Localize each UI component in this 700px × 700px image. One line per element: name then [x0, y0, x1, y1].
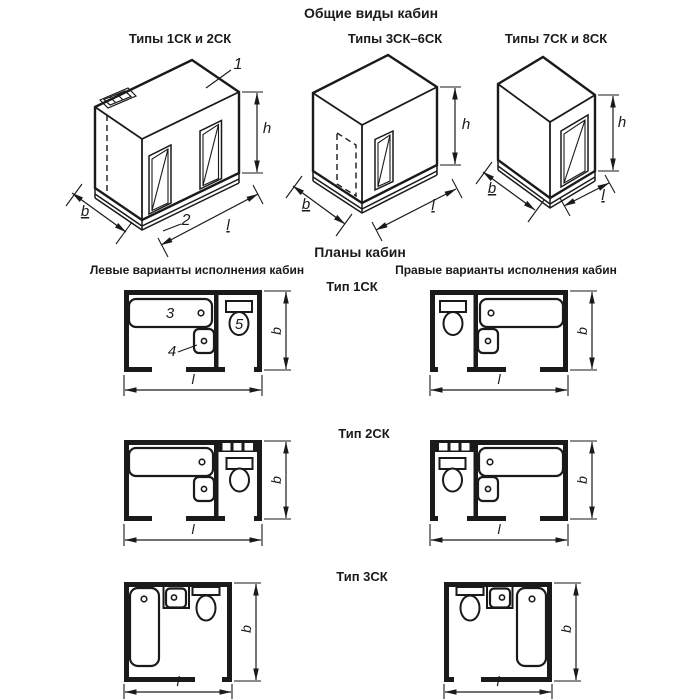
- dim-label-l: l: [191, 521, 195, 537]
- dim-label-b: b: [487, 180, 497, 197]
- dimension-b: [234, 583, 261, 681]
- iso-view-types-3-6: [286, 55, 470, 241]
- plan-3sk-left-room: [124, 582, 232, 682]
- dim-label-l: l: [431, 197, 435, 214]
- roof-edges: [95, 92, 239, 139]
- roof-edges: [313, 87, 437, 125]
- callout-2: [163, 212, 191, 231]
- plan-2sk-right: [430, 440, 597, 546]
- hidden-door-opening: [337, 133, 356, 196]
- callout-5-label: 5: [234, 316, 244, 333]
- type-row-label-3sk: Тип 3СК: [336, 569, 388, 584]
- door-opening: [375, 131, 393, 190]
- dim-label-l: l: [601, 187, 605, 204]
- door-opening: [200, 121, 222, 190]
- dimension-h: [242, 92, 271, 173]
- roof-vent-unit: [100, 88, 136, 108]
- dimension-b: [264, 441, 291, 519]
- dim-label-b: b: [301, 196, 311, 213]
- callout-4-label: 4: [167, 343, 177, 360]
- dimension-l: [124, 371, 262, 396]
- dim-label-l: l: [191, 371, 195, 387]
- dim-label-l: l: [226, 217, 230, 234]
- plan-1sk-right-room: [430, 290, 568, 372]
- dimension-b: [554, 583, 581, 681]
- plans-title: Планы кабин: [314, 244, 406, 260]
- dim-label-b: b: [268, 476, 284, 484]
- dimension-l: [124, 673, 232, 699]
- dim-label-b: b: [574, 476, 590, 484]
- type-row-label-1sk: Тип 1СК: [326, 279, 378, 294]
- plan-3sk-right-room: [444, 582, 552, 682]
- dimension-h: [440, 87, 470, 165]
- door-opening: [149, 145, 171, 214]
- dimension-b: [570, 441, 597, 519]
- dimension-l: [372, 179, 462, 241]
- dimension-b: [66, 184, 132, 244]
- dim-label-l: l: [176, 673, 180, 689]
- dim-label-l: l: [497, 371, 501, 387]
- roof-edges: [498, 84, 595, 122]
- callout-4: [168, 343, 197, 360]
- dimension-h: [598, 95, 626, 171]
- column-header-left: Левые варианты исполнения кабин: [89, 263, 305, 277]
- plan-1sk-right: [430, 290, 597, 396]
- plan-3sk-left: [124, 582, 261, 699]
- callout-3-label: 3: [165, 305, 175, 322]
- iso-view-types-7-8: [476, 57, 626, 222]
- dim-label-b: b: [268, 327, 284, 335]
- dim-label-b: b: [80, 203, 90, 220]
- dimension-l: [124, 521, 262, 546]
- door-opening: [561, 115, 588, 187]
- dim-label-h: h: [617, 114, 627, 131]
- dim-label-h: h: [262, 120, 272, 137]
- plan-2sk-left: [124, 440, 291, 546]
- dim-label-l: l: [496, 673, 500, 689]
- dim-label-l: l: [497, 521, 501, 537]
- dim-label-h: h: [461, 116, 471, 133]
- callout-1-label: 1: [233, 56, 243, 73]
- dimension-l: [430, 371, 568, 396]
- dim-label-b: b: [238, 625, 254, 633]
- plan-1sk-left: [124, 290, 291, 396]
- plan-2sk-left-room: [124, 440, 262, 521]
- callout-2-label: 2: [181, 212, 191, 229]
- dimension-l: [430, 521, 568, 546]
- dim-label-b: b: [574, 327, 590, 335]
- column-header-right: Правые варианты исполнения кабин: [395, 263, 617, 277]
- general-views-title: Общие виды кабин: [303, 5, 439, 21]
- iso-title-types-1-2: Типы 1СК и 2СК: [128, 31, 232, 46]
- dim-label-b: b: [558, 625, 574, 633]
- dimension-l: [158, 185, 263, 257]
- iso-title-types-3-6: Типы 3СК–6СК: [347, 31, 443, 46]
- dimension-l: [444, 673, 552, 699]
- plan-3sk-right: [444, 582, 581, 699]
- dimension-b: [570, 291, 597, 370]
- plan-2sk-right-room: [430, 440, 568, 521]
- cabin-outline: [95, 60, 239, 220]
- dimension-b: [264, 291, 291, 370]
- type-row-label-2sk: Тип 2СК: [338, 426, 390, 441]
- iso-view-types-1-2: [66, 56, 271, 257]
- iso-title-types-7-8: Типы 7СК и 8СК: [504, 31, 608, 46]
